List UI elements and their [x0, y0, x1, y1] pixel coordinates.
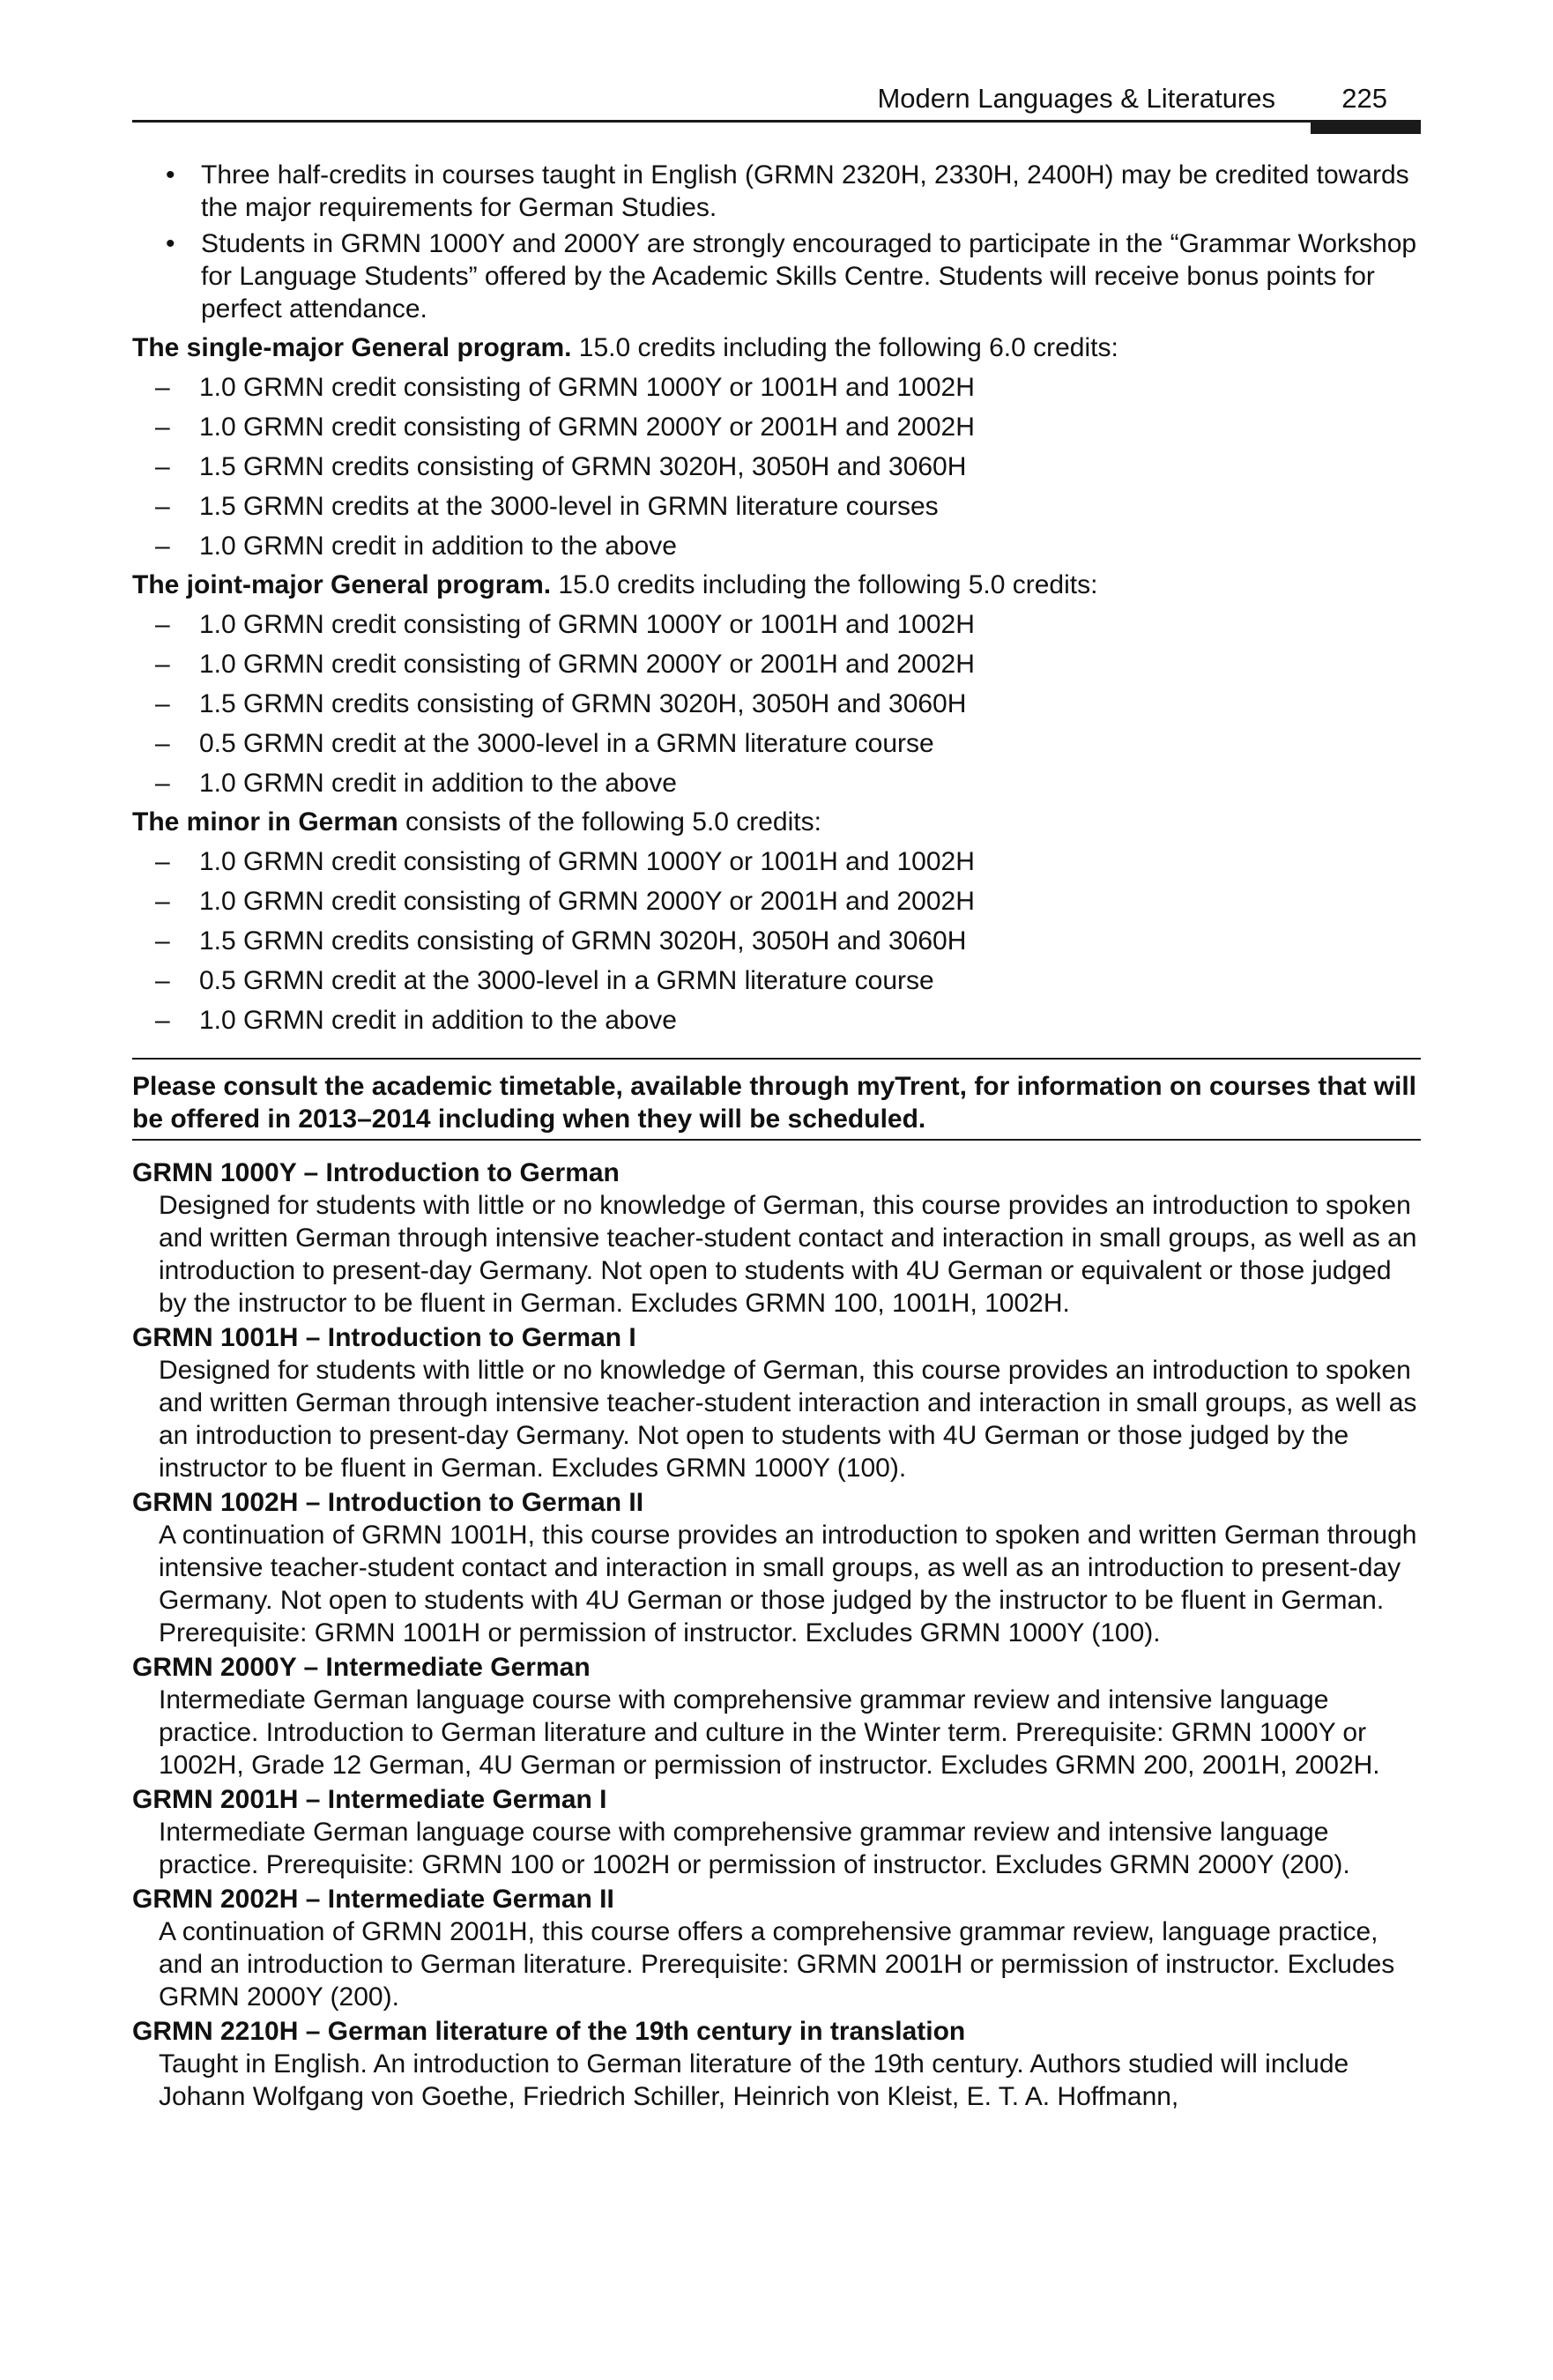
requirement-item	[132, 487, 1421, 526]
requirement-text: 1.0 GRMN credit in addition to the above	[199, 1006, 677, 1035]
dash-icon: –	[155, 373, 170, 402]
course-list	[132, 1157, 1421, 2113]
dash-icon: –	[155, 413, 170, 442]
program-intro: 15.0 credits including the following 5.0 credits:	[551, 570, 1098, 599]
program-heading-line	[132, 803, 1421, 842]
requirement-item	[132, 961, 1421, 1000]
course-title: GRMN 2000Y – Intermediate German	[132, 1653, 591, 1682]
dash-icon: –	[155, 689, 170, 718]
note-text: Three half-credits in courses taught in English (GRMN 2320H, 2330H, 2400H) may be credited towards the major requirements for German Studies.	[201, 160, 1409, 222]
course-description: A continuation of GRMN 2001H, this course offers a comprehensive grammar review, language practice, and an introduction to German literature. Prerequisite: GRMN 2001H or permission of instructor. Excludes GRMN 2000Y (200).	[159, 1917, 1395, 2012]
course-title: GRMN 1000Y – Introduction to German	[132, 1158, 620, 1187]
dash-icon: –	[155, 887, 170, 916]
requirement-text: 1.0 GRMN credit in addition to the above	[199, 769, 677, 798]
course-description: Taught in English. An introduction to German literature of the 19th century. Authors studied will include Johann Wolfgang von Goethe, Friedrich Schiller, Heinrich von Kleist, E. T. A. Hoffmann,	[159, 2049, 1349, 2111]
requirement-item	[132, 684, 1421, 724]
requirement-item	[132, 447, 1421, 487]
course-description: Designed for students with little or no knowledge of German, this course provides an introduction to spoken and written German through intensive teacher-student contact and interaction in small groups, as well as an introduction to present-day Germany. Not open to students with 4U German or equivalent or those judged by the instructor to be fluent in German. Excludes GRMN 100, 1001H, 1002H.	[159, 1191, 1417, 1318]
requirement-item	[132, 921, 1421, 961]
page-number: 225	[1341, 83, 1387, 114]
course-entry	[132, 2015, 1421, 2113]
course-description: A continuation of GRMN 1001H, this course provides an introduction to spoken and written German through intensive teacher-student contact and interaction in small groups, as well as an introduction to present-day Germany. Not open to students with 4U German or those judged by the instructor to be fluent in German. Prerequisite: GRMN 1001H or permission of instructor. Excludes GRMN 1000Y (100).	[159, 1521, 1417, 1647]
requirement-item	[132, 526, 1421, 566]
requirement-item	[132, 605, 1421, 644]
program-joint-major	[132, 566, 1421, 803]
dash-icon: –	[155, 610, 170, 639]
dash-icon: –	[155, 532, 170, 561]
requirement-item	[132, 881, 1421, 921]
header-tab-bar	[1311, 120, 1421, 134]
requirement-item	[132, 763, 1421, 803]
requirement-text: 1.0 GRMN credit in addition to the above	[199, 532, 677, 561]
requirement-text: 0.5 GRMN credit at the 3000-level in a GRMN literature course	[199, 966, 934, 995]
dash-icon: –	[155, 650, 170, 679]
dash-icon: –	[155, 492, 170, 521]
course-description: Designed for students with little or no knowledge of German, this course provides an introduction to spoken and written German through intensive teacher-student interaction and interaction in small groups, as well as an introduction to present-day Germany. Not open to students with 4U German or those judged by the instructor to be fluent in German. Excludes GRMN 1000Y (100).	[159, 1356, 1417, 1483]
course-entry	[132, 1321, 1421, 1484]
page-content	[132, 159, 1421, 2115]
dash-icon: –	[155, 847, 170, 876]
program-intro: 15.0 credits including the following 6.0 credits:	[571, 333, 1118, 362]
requirement-text: 1.0 GRMN credit consisting of GRMN 2000Y or 2001H and 2002H	[199, 887, 975, 916]
requirement-list	[132, 842, 1421, 1040]
course-entry	[132, 1486, 1421, 1649]
requirement-list	[132, 368, 1421, 566]
header-title: Modern Languages & Literatures	[877, 83, 1275, 114]
program-heading-line	[132, 329, 1421, 368]
dash-icon: –	[155, 452, 170, 481]
note-item	[132, 159, 1421, 224]
requirement-text: 0.5 GRMN credit at the 3000-level in a GRMN literature course	[199, 729, 934, 758]
requirement-text: 1.5 GRMN credits consisting of GRMN 3020H, 3050H and 3060H	[199, 926, 967, 956]
dash-icon: –	[155, 926, 170, 956]
requirement-text: 1.0 GRMN credit consisting of GRMN 2000Y or 2001H and 2002H	[199, 413, 975, 442]
program-single-major	[132, 329, 1421, 566]
course-entry	[132, 1651, 1421, 1781]
course-title: GRMN 2002H – Intermediate German II	[132, 1885, 614, 1914]
course-title: GRMN 2001H – Intermediate German I	[132, 1785, 607, 1814]
course-entry	[132, 1883, 1421, 2013]
requirement-text: 1.5 GRMN credits consisting of GRMN 3020H, 3050H and 3060H	[199, 452, 967, 481]
requirement-text: 1.5 GRMN credits at the 3000-level in GRMN literature courses	[199, 492, 939, 521]
requirement-text: 1.5 GRMN credits consisting of GRMN 3020H, 3050H and 3060H	[199, 689, 967, 718]
program-minor	[132, 803, 1421, 1040]
requirement-item	[132, 1000, 1421, 1040]
running-header	[132, 79, 1421, 134]
requirement-text: 1.0 GRMN credit consisting of GRMN 2000Y or 2001H and 2002H	[199, 650, 975, 679]
program-heading: The joint-major General program.	[132, 570, 552, 599]
requirement-item	[132, 644, 1421, 684]
requirement-item	[132, 368, 1421, 407]
course-description: Intermediate German language course with comprehensive grammar review and intensive language practice. Prerequisite: GRMN 100 or 1002H or permission of instructor. Excludes GRMN 2000Y (200).	[159, 1818, 1350, 1879]
program-intro: consists of the following 5.0 credits:	[398, 807, 821, 837]
course-title: GRMN 1001H – Introduction to German I	[132, 1323, 636, 1352]
dash-icon: –	[155, 729, 170, 758]
requirement-text: 1.0 GRMN credit consisting of GRMN 1000Y or 1001H and 1002H	[199, 373, 975, 402]
requirement-item	[132, 842, 1421, 881]
requirement-item	[132, 407, 1421, 447]
notes-list	[132, 159, 1421, 325]
requirement-text: 1.0 GRMN credit consisting of GRMN 1000Y or 1001H and 1002H	[199, 610, 975, 639]
timetable-notice: Please consult the academic timetable, available through myTrent, for information on courses that will be offered in 2013–2014 including when they will be scheduled.	[132, 1058, 1421, 1141]
requirement-list	[132, 605, 1421, 803]
program-heading-line	[132, 566, 1421, 605]
course-description: Intermediate German language course with comprehensive grammar review and intensive language practice. Introduction to German literature and culture in the Winter term. Prerequisite: GRMN 1000Y or 1002H, Grade 12 German, 4U German or permission of instructor. Excludes GRMN 200, 2001H, 2002H.	[159, 1685, 1380, 1780]
header-rule	[132, 120, 1421, 123]
dash-icon: –	[155, 1006, 170, 1035]
requirement-text: 1.0 GRMN credit consisting of GRMN 1000Y or 1001H and 1002H	[199, 847, 975, 876]
course-entry	[132, 1783, 1421, 1881]
course-title: GRMN 2210H – German literature of the 19th century in translation	[132, 2017, 966, 2046]
program-heading: The single-major General program.	[132, 333, 572, 362]
dash-icon: –	[155, 769, 170, 798]
requirement-item	[132, 724, 1421, 763]
bullet-icon: •	[166, 160, 175, 190]
bullet-icon: •	[166, 229, 175, 258]
dash-icon: –	[155, 966, 170, 995]
note-text: Students in GRMN 1000Y and 2000Y are strongly encouraged to participate in the “Grammar Workshop for Language Students” offered by the Academic Skills Centre. Students will receive bonus points for perfect attendance.	[201, 229, 1417, 324]
course-title: GRMN 1002H – Introduction to German II	[132, 1488, 644, 1517]
program-heading: The minor in German	[132, 807, 398, 837]
course-entry	[132, 1157, 1421, 1320]
note-item	[132, 227, 1421, 325]
